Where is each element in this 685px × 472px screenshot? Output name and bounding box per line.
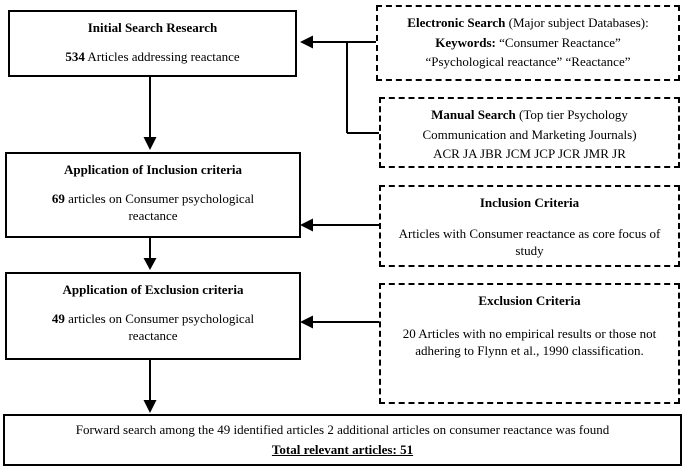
- arrow-search-to-initial: [300, 36, 379, 134]
- inclusion-criteria-title: Inclusion Criteria: [479, 195, 580, 210]
- inclusion-box: [5, 152, 301, 238]
- initial-search-rest: Articles addressing reactance: [84, 48, 240, 64]
- exclusion-criteria-body: 20 Articles with no empirical results or those not adhering to Flynn et al., 1990 classification.: [402, 325, 657, 358]
- electronic-search-rest1: (Major subject Databases):: [505, 15, 649, 30]
- arrow-inclusion-criteria: [300, 219, 379, 232]
- exclusion-text: [33, 311, 273, 345]
- initial-search-box: [8, 10, 297, 77]
- electronic-search-line1: [407, 13, 648, 33]
- exclusion-rest: articles on Consumer psychological reactance: [64, 310, 255, 343]
- arrow-exclusion-criteria: [300, 316, 379, 329]
- electronic-search-line2: [435, 33, 621, 53]
- inclusion-criteria-box: [379, 185, 680, 267]
- electronic-search-box: [376, 5, 680, 81]
- result-box: [3, 414, 682, 466]
- result-total: Total relevant articles: 51: [271, 441, 414, 457]
- exclusion-title: Application of Exclusion criteria: [62, 282, 244, 297]
- exclusion-criteria-title: Exclusion Criteria: [478, 293, 581, 308]
- keywords-value: “Consumer Reactance”: [495, 34, 621, 50]
- inclusion-criteria-body: Articles with Consumer reactance as core focus of study: [398, 225, 661, 258]
- manual-search-line2: Communication and Marketing Journals): [422, 126, 637, 142]
- exclusion-criteria-box: [379, 283, 680, 404]
- manual-search-label: Manual Search: [431, 107, 516, 122]
- initial-search-title: Initial Search Research: [87, 20, 218, 35]
- electronic-search-label: Electronic Search: [407, 15, 506, 30]
- manual-search-line3: ACR JA JBR JCM JCP JCR JMR JR: [433, 146, 626, 161]
- exclusion-count: 49: [51, 310, 65, 326]
- arrow-initial-to-inclusion: [144, 77, 157, 150]
- exclusion-box: [5, 272, 301, 360]
- manual-search-line1: [431, 105, 628, 125]
- manual-search-rest1: (Top tier Psychology: [515, 107, 628, 122]
- keywords-label: Keywords:: [435, 34, 496, 50]
- inclusion-text: [33, 191, 273, 225]
- manual-search-box: [379, 97, 680, 168]
- initial-search-text: [65, 49, 239, 66]
- initial-search-count: 534: [65, 48, 85, 64]
- inclusion-count: 69: [51, 190, 65, 206]
- electronic-search-line3: “Psychological reactance” “Reactance”: [425, 54, 631, 69]
- inclusion-rest: articles on Consumer psychological reactance: [64, 190, 255, 223]
- result-line1: Forward search among the 49 identified articles 2 additional articles on consumer reactance was found: [75, 421, 610, 437]
- inclusion-title: Application of Inclusion criteria: [63, 162, 243, 177]
- arrow-inclusion-to-exclusion: [144, 238, 157, 270]
- arrow-exclusion-to-result: [144, 360, 157, 413]
